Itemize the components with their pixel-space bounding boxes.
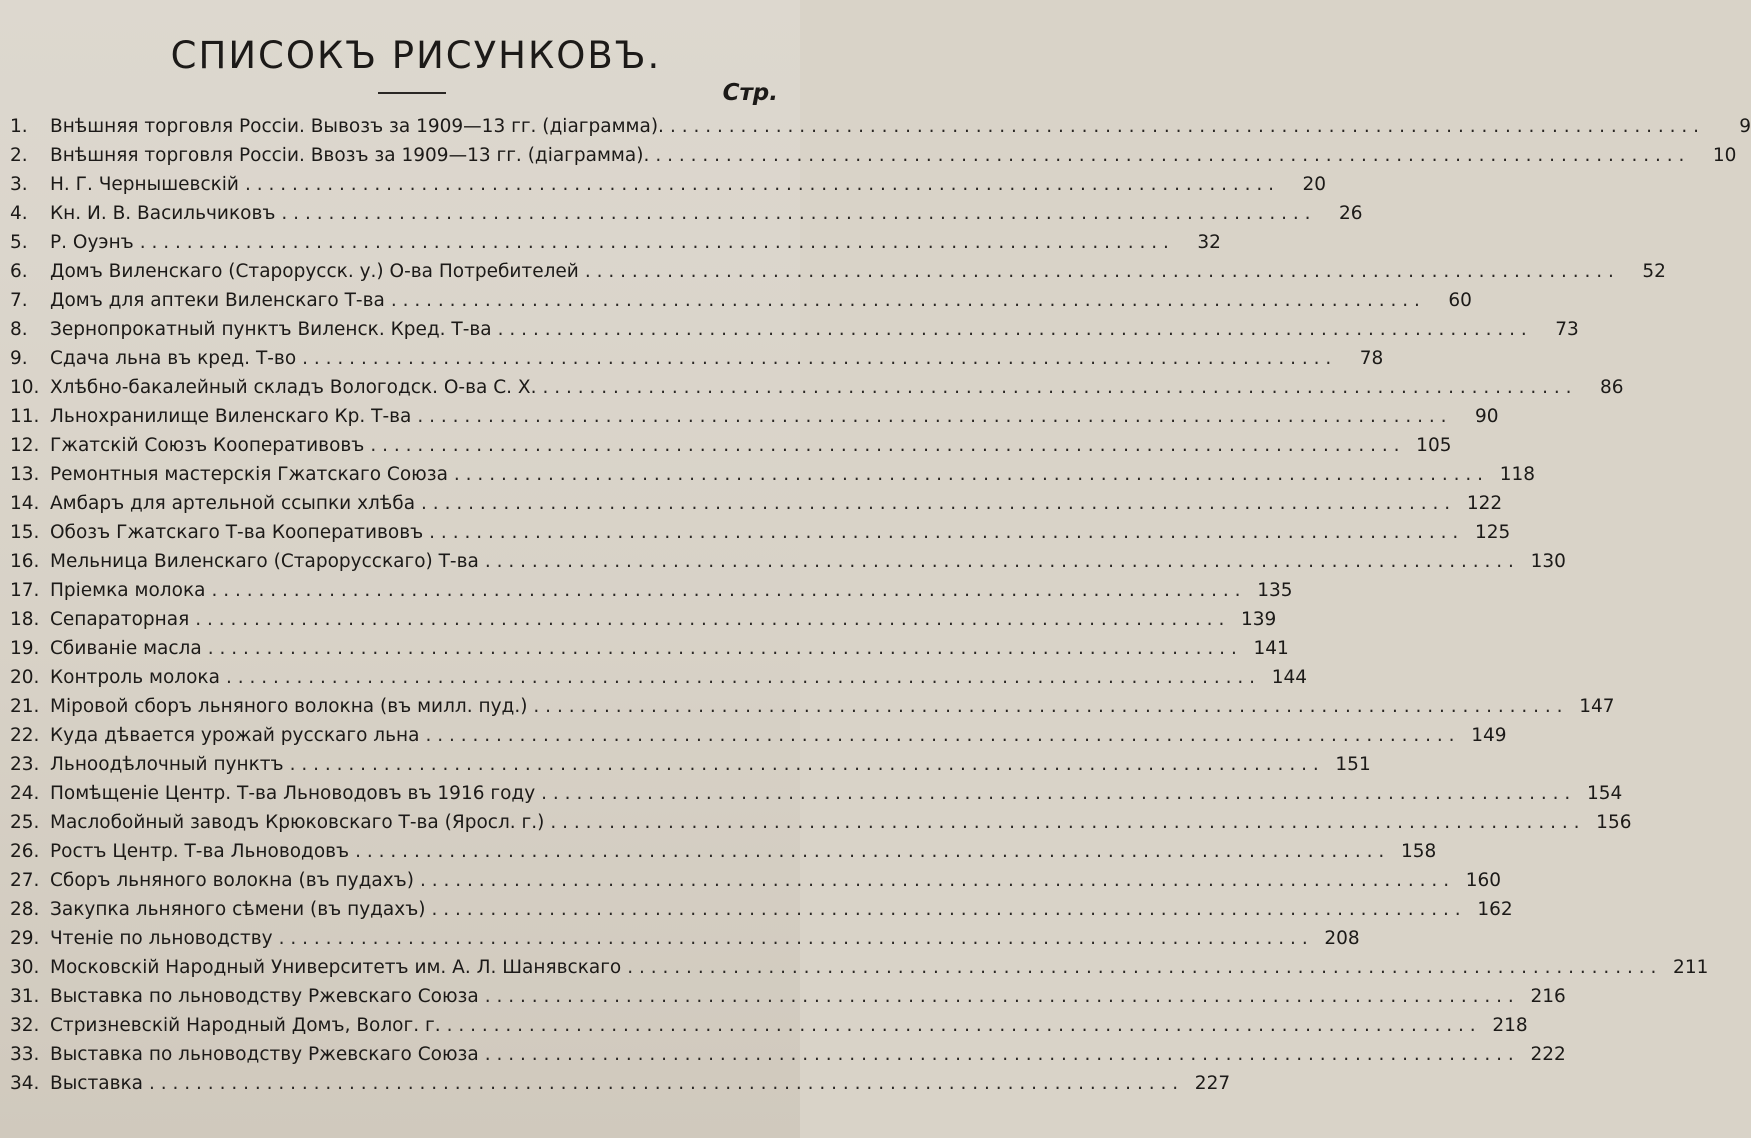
page-column-label: Стр.	[722, 80, 778, 106]
dot-leader	[542, 377, 1571, 398]
dot-leader	[420, 870, 1449, 891]
dot-leader	[627, 957, 1656, 978]
entry-page-number: 9	[1739, 116, 1751, 137]
list-item	[10, 493, 1503, 522]
list-item	[10, 522, 1511, 551]
entry-page-number: 158	[1400, 841, 1437, 862]
entry-page-number: 26	[1338, 203, 1363, 224]
list-item	[10, 232, 1221, 261]
page-title: СПИСОКЪ РИСУНКОВЪ.	[170, 34, 662, 77]
dot-leader	[533, 696, 1562, 717]
dot-leader	[140, 232, 1169, 253]
dot-leader	[550, 812, 1579, 833]
entry-page-number: 118	[1499, 464, 1536, 485]
entry-page-number: 86	[1600, 377, 1624, 398]
list-item	[10, 725, 1507, 754]
list-item	[10, 435, 1452, 464]
dot-leader	[485, 551, 1514, 572]
entry-caption: Н. Г. Чернышевскій	[50, 174, 239, 195]
entry-caption: Мельница Виленскаго (Старорусскаго) Т-ва	[50, 551, 479, 572]
dot-leader	[208, 638, 1237, 659]
list-item	[10, 841, 1437, 870]
entry-number: 22.	[10, 725, 40, 746]
dot-leader	[302, 348, 1331, 369]
dot-leader	[279, 928, 1308, 949]
dot-leader	[245, 174, 1274, 195]
entry-caption: Чтеніе по льноводству	[50, 928, 273, 949]
entry-number: 33.	[10, 1044, 40, 1065]
entry-page-number: 227	[1194, 1073, 1231, 1094]
dot-leader	[655, 145, 1684, 166]
entry-number: 13.	[10, 464, 40, 485]
list-item	[10, 812, 1632, 841]
list-item	[10, 696, 1615, 725]
entry-number: 2.	[10, 145, 28, 166]
dot-leader	[195, 609, 1224, 630]
entry-page-number: 154	[1586, 783, 1623, 804]
entry-page-number: 139	[1241, 609, 1277, 630]
dot-leader	[498, 319, 1527, 340]
entry-caption: Внѣшняя торговля Россіи. Ввозъ за 1909—13 гг. (діаграмма).	[50, 145, 650, 166]
dot-leader	[370, 435, 1399, 456]
dot-leader	[432, 899, 1461, 920]
entry-page-number: 216	[1530, 986, 1566, 1007]
entry-number: 20.	[10, 667, 40, 688]
entry-caption: Маслобойный заводъ Крюковскаго Т-ва (Яросл. г.)	[50, 812, 545, 833]
entry-number: 21.	[10, 696, 40, 717]
list-item	[10, 261, 1666, 290]
dot-leader	[425, 725, 1454, 746]
dot-leader	[485, 986, 1514, 1007]
list-item	[10, 1015, 1528, 1044]
entry-caption: Пріемка молока	[50, 580, 206, 601]
list-item	[10, 145, 1737, 174]
entry-page-number: 151	[1335, 754, 1371, 775]
entry-page-number: 10	[1712, 145, 1737, 166]
entry-number: 14.	[10, 493, 40, 514]
entry-number: 32.	[10, 1015, 40, 1036]
entry-number: 30.	[10, 957, 40, 978]
list-item	[10, 899, 1513, 928]
entry-page-number: 141	[1253, 638, 1289, 659]
list-item	[10, 203, 1363, 232]
list-item	[10, 986, 1566, 1015]
dot-leader	[355, 841, 1384, 862]
entry-number: 3.	[10, 174, 28, 195]
entry-page-number: 211	[1673, 957, 1709, 978]
list-item	[10, 406, 1499, 435]
entry-page-number: 156	[1596, 812, 1632, 833]
dot-leader	[429, 522, 1458, 543]
list-item	[10, 783, 1623, 812]
entry-page-number: 160	[1465, 870, 1502, 891]
entry-page-number: 149	[1471, 725, 1507, 746]
list-item	[10, 667, 1308, 696]
dot-leader	[149, 1073, 1178, 1094]
entry-caption: Сдача льна въ кред. Т-во	[50, 348, 297, 369]
entry-number: 28.	[10, 899, 40, 920]
entry-caption: Хлѣбно-бакалейный складъ Вологодск. О-ва С. Х.	[50, 377, 537, 398]
list-item	[10, 1073, 1231, 1102]
entry-number: 25.	[10, 812, 40, 833]
list-item	[10, 290, 1472, 319]
dot-leader	[454, 464, 1483, 485]
dot-leader	[670, 116, 1699, 137]
entry-number: 18.	[10, 609, 40, 630]
entry-caption: Домъ для аптеки Виленскаго Т-ва	[50, 290, 385, 311]
entry-number: 9.	[10, 348, 28, 369]
entry-number: 23.	[10, 754, 40, 775]
entry-caption: Сборъ льняного волокна (въ пудахъ)	[50, 870, 414, 891]
list-item	[10, 464, 1536, 493]
entry-caption: Внѣшняя торговля Россіи. Вывозъ за 1909—13 гг. (діаграмма).	[50, 116, 664, 137]
list-item	[10, 609, 1277, 638]
list-item	[10, 551, 1566, 580]
entry-page-number: 135	[1257, 580, 1293, 601]
entry-page-number: 147	[1579, 696, 1615, 717]
list-item	[10, 377, 1624, 406]
list-item	[10, 174, 1327, 203]
entry-caption: Помѣщеніе Центр. Т-ва Льноводовъ въ 1916 году	[50, 783, 536, 804]
entry-page-number: 144	[1271, 667, 1308, 688]
entry-caption: Кн. И. В. Васильчиковъ	[50, 203, 276, 224]
entry-caption: Зернопрокатный пунктъ Виленск. Кред. Т-ва	[50, 319, 492, 340]
title-divider	[378, 92, 446, 94]
dot-leader	[211, 580, 1240, 601]
list-item	[10, 957, 1709, 986]
entry-number: 11.	[10, 406, 40, 427]
entry-page-number: 20	[1302, 174, 1327, 195]
dot-leader	[485, 1044, 1514, 1065]
entry-caption: Льнохранилище Виленскаго Кр. Т-ва	[50, 406, 412, 427]
entry-page-number: 52	[1642, 261, 1666, 282]
list-of-figures	[10, 116, 1751, 1102]
entry-number: 17.	[10, 580, 40, 601]
entry-number: 31.	[10, 986, 40, 1007]
entry-number: 19.	[10, 638, 40, 659]
dot-leader	[585, 261, 1614, 282]
entry-caption: Сбиваніе масла	[50, 638, 202, 659]
entry-number: 8.	[10, 319, 28, 340]
entry-page-number: 208	[1324, 928, 1360, 949]
entry-caption: Ростъ Центр. Т-ва Льноводовъ	[50, 841, 350, 862]
entry-page-number: 32	[1197, 232, 1221, 253]
entry-page-number: 130	[1530, 551, 1566, 572]
list-item	[10, 870, 1502, 899]
entry-page-number: 90	[1474, 406, 1499, 427]
entry-caption: Льноодѣлочный пунктъ	[50, 754, 284, 775]
entry-number: 24.	[10, 783, 40, 804]
entry-number: 5.	[10, 232, 28, 253]
entry-number: 10.	[10, 377, 40, 398]
entry-number: 6.	[10, 261, 28, 282]
entry-page-number: 78	[1359, 348, 1384, 369]
list-item	[10, 348, 1384, 377]
list-item	[10, 580, 1293, 609]
dot-leader	[447, 1015, 1476, 1036]
entry-caption: Куда дѣвается урожай русскаго льна	[50, 725, 420, 746]
entry-number: 12.	[10, 435, 40, 456]
entry-number: 16.	[10, 551, 40, 572]
entry-page-number: 105	[1416, 435, 1452, 456]
dot-leader	[290, 754, 1319, 775]
list-item	[10, 319, 1579, 348]
entry-caption: Выставка по льноводству Ржевскаго Союза	[50, 1044, 479, 1065]
entry-number: 26.	[10, 841, 40, 862]
entry-caption: Выставка	[50, 1073, 143, 1094]
entry-caption: Амбаръ для артельной ссыпки хлѣба	[50, 493, 416, 514]
dot-leader	[421, 493, 1450, 514]
entry-caption: Гжатскій Союзъ Кооперативовъ	[50, 435, 365, 456]
entry-page-number: 60	[1448, 290, 1472, 311]
entry-caption: Р. Оуэнъ	[50, 232, 134, 253]
entry-caption: Обозъ Гжатскаго Т-ва Кооперативовъ	[50, 522, 424, 543]
list-item	[10, 116, 1751, 145]
entry-caption: Московскій Народный Университетъ им. А. Л. Шанявскаго	[50, 957, 622, 978]
dot-leader	[417, 406, 1446, 427]
entry-caption: Ремонтныя мастерскія Гжатскаго Союза	[50, 464, 448, 485]
list-item	[10, 928, 1360, 957]
entry-page-number: 222	[1530, 1044, 1566, 1065]
list-item	[10, 754, 1371, 783]
entry-number: 7.	[10, 290, 28, 311]
entry-number: 29.	[10, 928, 40, 949]
entry-number: 34.	[10, 1073, 40, 1094]
dot-leader	[226, 667, 1255, 688]
entry-caption: Міровой сборъ льняного волокна (въ милл. пуд.)	[50, 696, 528, 717]
entry-number: 4.	[10, 203, 28, 224]
entry-number: 27.	[10, 870, 40, 891]
entry-caption: Сепараторная	[50, 609, 190, 630]
dot-leader	[391, 290, 1420, 311]
list-item	[10, 1044, 1566, 1073]
entry-number: 15.	[10, 522, 40, 543]
entry-caption: Домъ Виленскаго (Старорусск. у.) О-ва Потребителей	[50, 261, 579, 282]
entry-page-number: 122	[1466, 493, 1503, 514]
entry-page-number: 218	[1492, 1015, 1528, 1036]
entry-number: 1.	[10, 116, 28, 137]
entry-caption: Закупка льняного сѣмени (въ пудахъ)	[50, 899, 426, 920]
entry-page-number: 162	[1477, 899, 1513, 920]
entry-caption: Стризневскій Народный Домъ, Волог. г.	[50, 1015, 441, 1036]
entry-caption: Контроль молока	[50, 667, 220, 688]
dot-leader	[541, 783, 1570, 804]
entry-caption: Выставка по льноводству Ржевскаго Союза	[50, 986, 479, 1007]
dot-leader	[281, 203, 1310, 224]
entry-page-number: 125	[1474, 522, 1511, 543]
entry-page-number: 73	[1555, 319, 1579, 340]
list-item	[10, 638, 1289, 667]
